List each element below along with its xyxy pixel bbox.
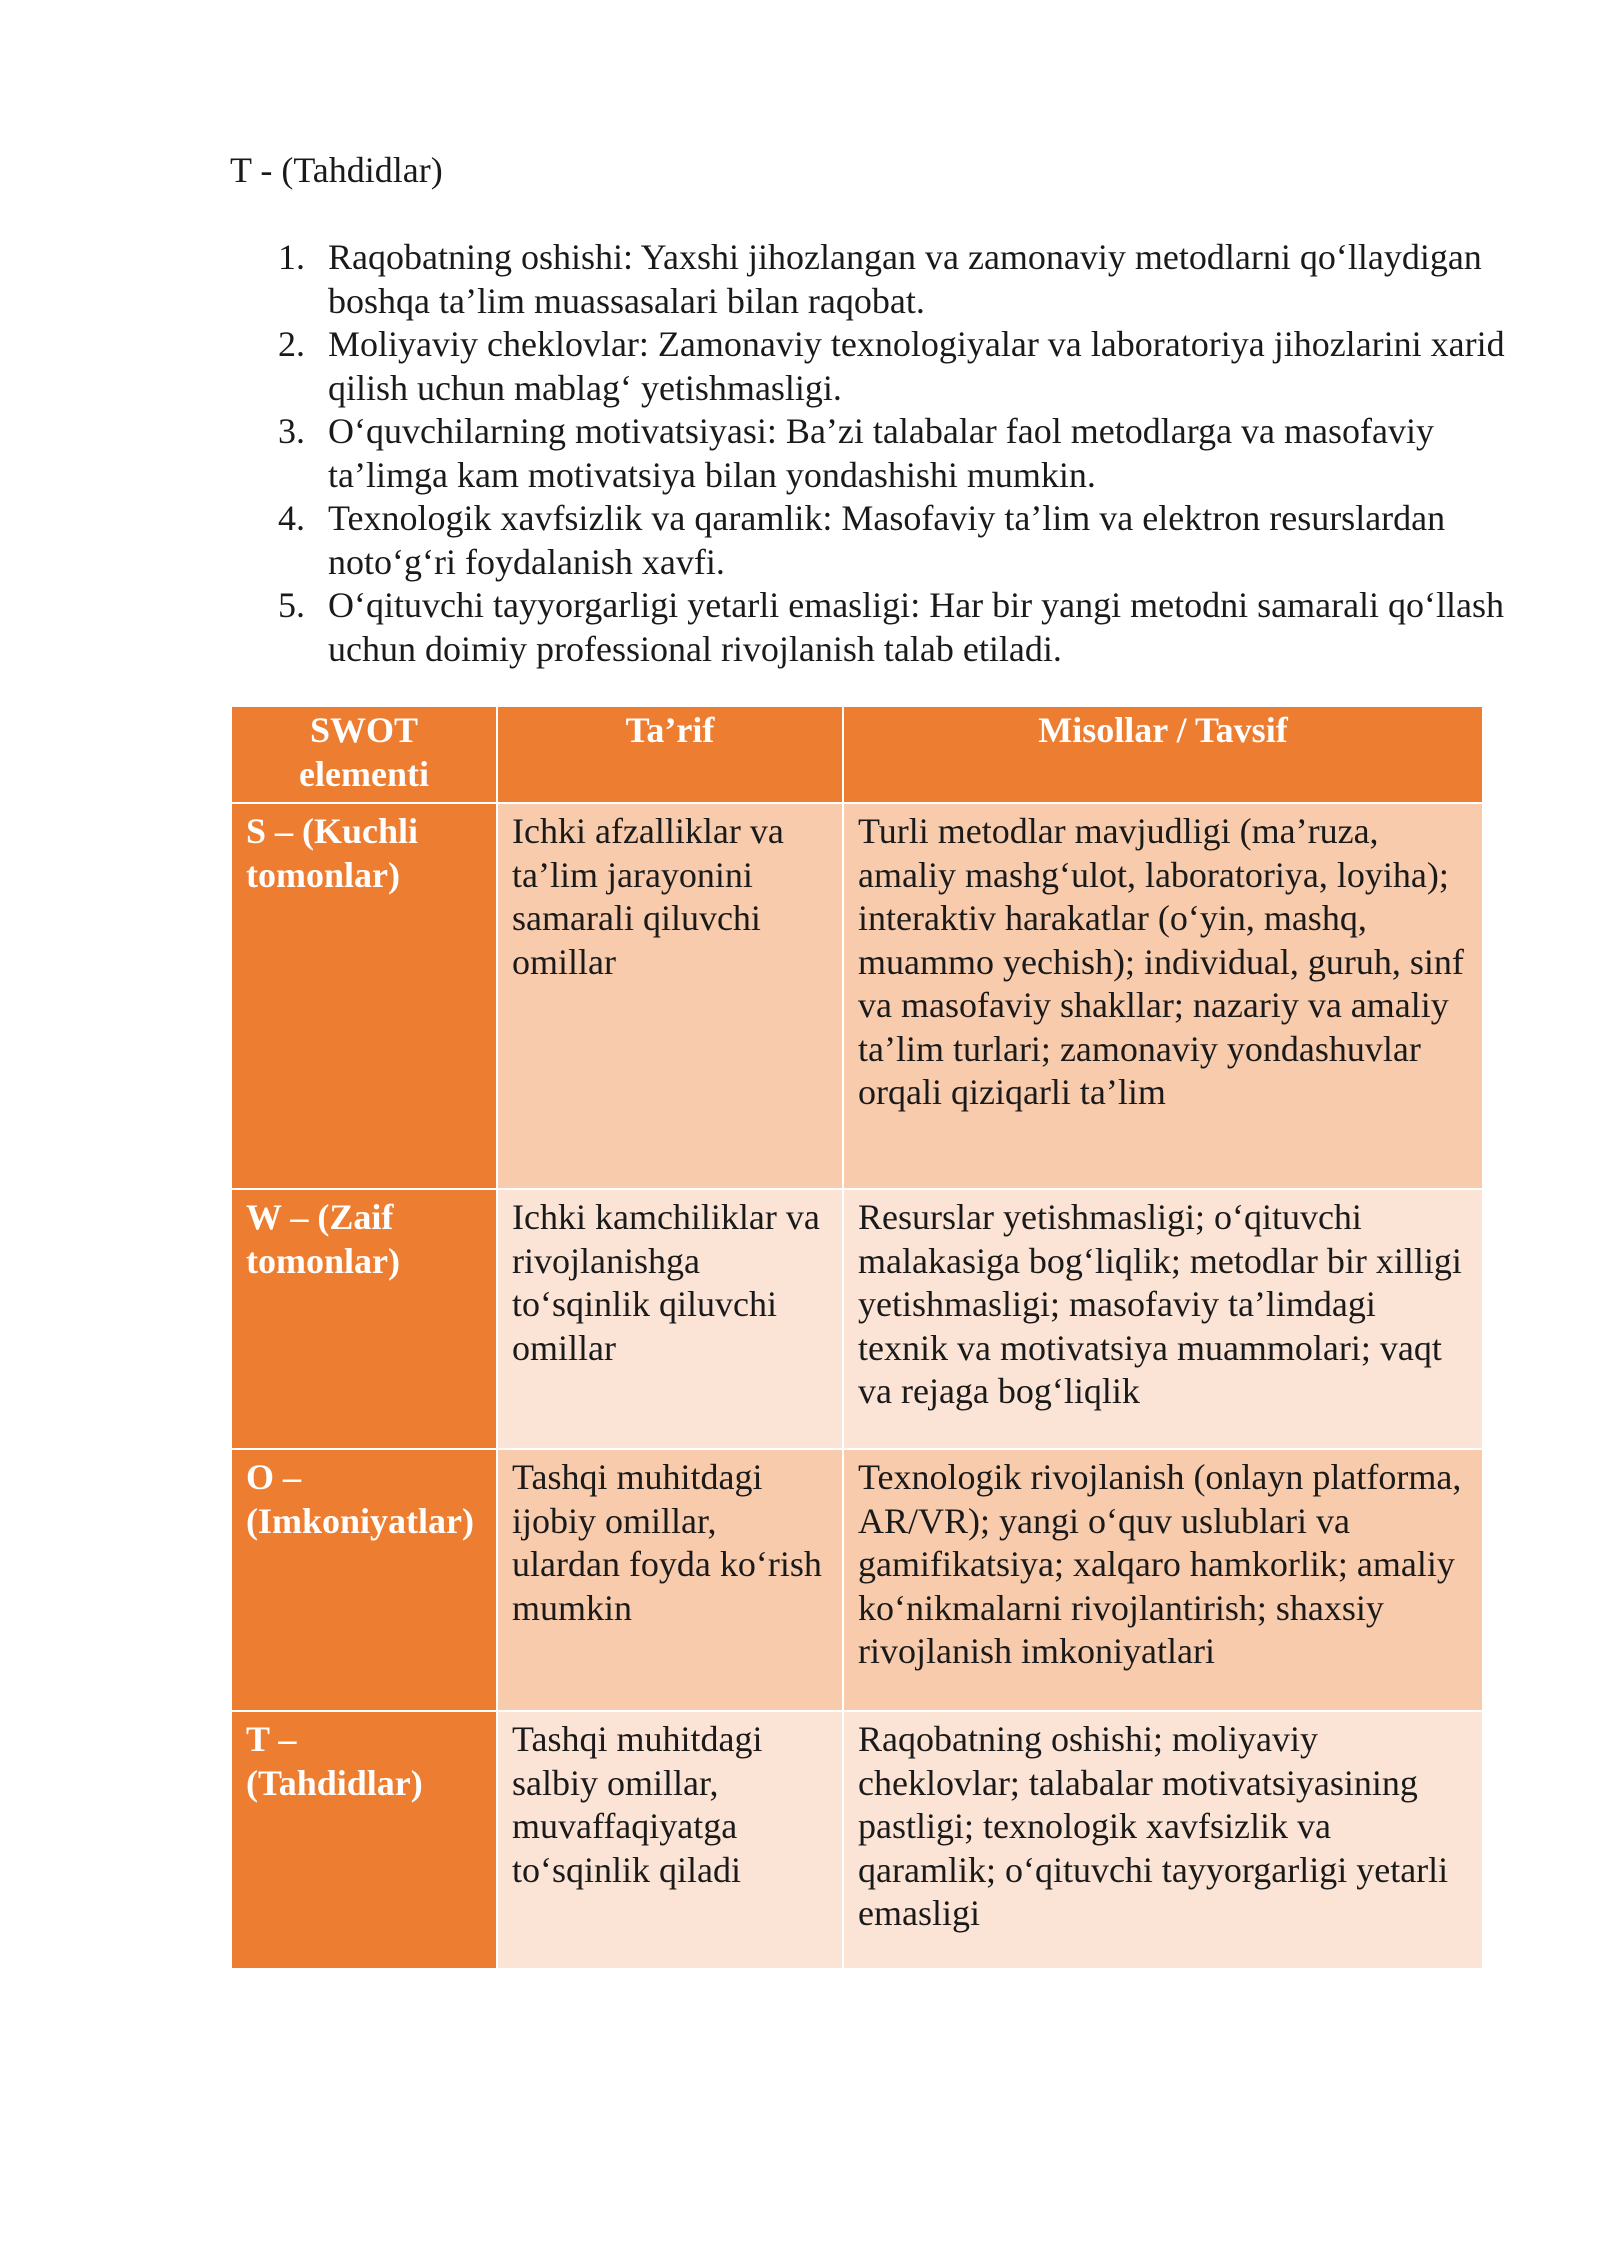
table-row [231, 1449, 1483, 1711]
list-item [230, 497, 1510, 584]
examples-cell: Raqobatning oshishi; moliyaviy cheklovlar; talabalar motivatsiyasining pastligi; texnologik xavfsizlik va qaramlik; o‘qituvchi tayyorgarligi yetarli emasligi [843, 1711, 1483, 1969]
list-item-number: 5. [278, 585, 305, 625]
list-item-text: Raqobatning oshishi: Yaxshi jihozlangan va zamonaviy metodlarni qo‘llaydigan boshqa ta’lim muassasalari bilan raqobat. [328, 237, 1482, 321]
list-item-number: 2. [278, 324, 305, 364]
list-item-text: O‘quvchilarning motivatsiyasi: Ba’zi talabalar faol metodlarga va masofaviy ta’limga kam motivatsiya bilan yondashishi mumkin. [328, 411, 1434, 495]
list-item [230, 584, 1510, 671]
swot-element-cell: S – (Kuchli tomonlar) [231, 803, 497, 1189]
examples-cell: Texnologik rivojlanish (onlayn platforma, AR/VR); yangi o‘quv uslublari va gamifikatsiya; xalqaro hamkorlik; amaliy ko‘nikmalarni rivojlantirish; shaxsiy rivojlanish imkoniyatlari [843, 1449, 1483, 1711]
list-item-number: 3. [278, 411, 305, 451]
definition-cell: Tashqi muhitdagi salbiy omillar, muvaffaqiyatga to‘sqinlik qiladi [497, 1711, 843, 1969]
examples-cell: Turli metodlar mavjudligi (ma’ruza, amaliy mashg‘ulot, laboratoriya, loyiha); interaktiv harakatlar (o‘yin, mashq, muammo yechish); individual, guruh, sinf va masofaviy shakllar; nazariy va amaliy ta’lim turlari; zamonaviy yondashuvlar orqali qiziqarli ta’lim [843, 803, 1483, 1189]
list-item [230, 323, 1510, 410]
table-header-row [231, 706, 1483, 803]
definition-cell: Tashqi muhitdagi ijobiy omillar, ulardan foyda ko‘rish mumkin [497, 1449, 843, 1711]
swot-element-cell: W – (Zaif tomonlar) [231, 1189, 497, 1449]
column-header-element: SWOT elementi [231, 706, 497, 803]
definition-cell: Ichki afzalliklar va ta’lim jarayonini samarali qiluvchi omillar [497, 803, 843, 1189]
section-heading: T - (Tahdidlar) [230, 150, 443, 190]
column-header-examples: Misollar / Tavsif [843, 706, 1483, 803]
definition-cell: Ichki kamchiliklar va rivojlanishga to‘sqinlik qiluvchi omillar [497, 1189, 843, 1449]
list-item [230, 236, 1510, 323]
list-item [230, 410, 1510, 497]
table-row [231, 803, 1483, 1189]
list-item-number: 4. [278, 498, 305, 538]
examples-cell: Resurslar yetishmasligi; o‘qituvchi malakasiga bog‘liqlik; metodlar bir xilligi yetishmasligi; masofaviy ta’limdagi texnik va motivatsiya muammolari; vaqt va rejaga bog‘liqlik [843, 1189, 1483, 1449]
swot-table [230, 705, 1484, 1970]
table-row [231, 1189, 1483, 1449]
table-row [231, 1711, 1483, 1969]
list-item-number: 1. [278, 237, 305, 277]
list-item-text: O‘qituvchi tayyorgarligi yetarli emasligi: Har bir yangi metodni samarali qo‘llash uchun doimiy professional rivojlanish talab etiladi. [328, 585, 1505, 669]
threat-list [230, 236, 1510, 671]
list-item-text: Texnologik xavfsizlik va qaramlik: Masofaviy ta’lim va elektron resurslardan noto‘g‘ri foydalanish xavfi. [328, 498, 1446, 582]
column-header-definition: Ta’rif [497, 706, 843, 803]
swot-element-cell: O – (Imkoniyatlar) [231, 1449, 497, 1711]
list-item-text: Moliyaviy cheklovlar: Zamonaviy texnologiyalar va laboratoriya jihozlarini xarid qilish uchun mablag‘ yetishmasligi. [328, 324, 1505, 408]
swot-element-cell: T – (Tahdidlar) [231, 1711, 497, 1969]
